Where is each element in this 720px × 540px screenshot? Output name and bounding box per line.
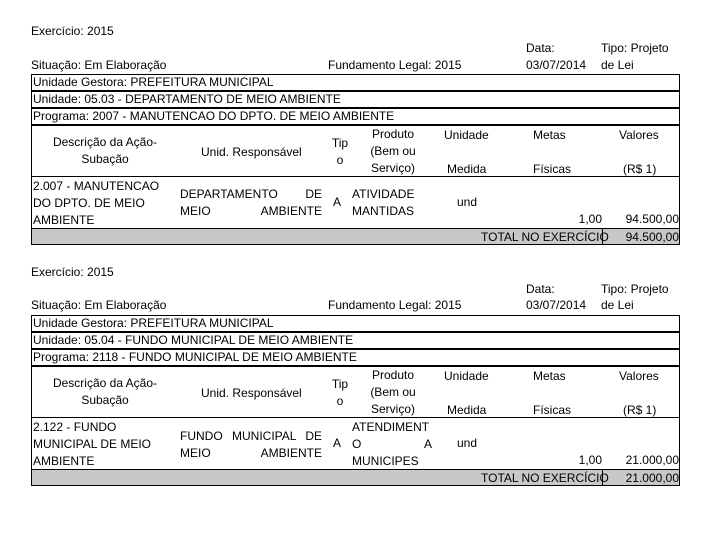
programa-row: Programa: 2118 - FUNDO MUNICIPAL DE MEIO AMBIENTE: [31, 349, 680, 366]
header-medida: Medida: [447, 162, 487, 176]
row-responsavel: DEPARTAMENTO DE MEIO AMBIENTE: [180, 187, 322, 218]
programa-row: Programa: 2007 - MANUTENCAO DO DPTO. DE MEIO AMBIENTE: [31, 108, 680, 125]
header-tipo: Tipo: [331, 136, 349, 167]
row-metas: 1,00: [578, 453, 602, 467]
tipo-value: de Lei: [601, 58, 634, 72]
header-fisicas: Físicas: [533, 162, 572, 176]
tipo-value: de Lei: [601, 298, 634, 312]
header-metas: Metas: [533, 369, 566, 383]
row-descricao: 2.007 - MANUTENCAO DO DPTO. DE MEIO AMBIENTE: [33, 179, 160, 227]
row-produto: ATIVIDADE MANTIDAS: [352, 187, 415, 218]
row-metas: 1,00: [578, 212, 602, 226]
data-value: 03/07/2014: [526, 58, 587, 72]
exercicio-label: Exercício: 2015: [31, 24, 114, 38]
header-descricao: Descrição da Ação-Subação: [52, 135, 158, 166]
row-responsavel: FUNDO MUNICIPAL DE MEIO AMBIENTE: [180, 429, 322, 460]
exercicio-label: Exercício: 2015: [31, 265, 114, 279]
row-produto: ATENDIMENT O A MUNICIPES: [352, 420, 432, 468]
fundamento-label: Fundamento Legal: 2015: [328, 58, 462, 72]
total-value: 94.500,00: [625, 230, 679, 244]
data-label: Data:: [526, 41, 555, 55]
unidade-gestora-row: Unidade Gestora: PREFEITURA MUNICIPAL: [31, 315, 680, 332]
fundamento-label: Fundamento Legal: 2015: [328, 298, 462, 312]
header-unidade: Unidade: [444, 369, 489, 383]
header-metas: Metas: [533, 128, 566, 142]
header-fisicas: Físicas: [533, 403, 572, 417]
unidade-row: Unidade: 05.03 - DEPARTAMENTO DE MEIO AMBIENTE: [31, 91, 680, 108]
header-descricao: Descrição da Ação-Subação: [52, 376, 158, 407]
situacao-label: Situação: Em Elaboração: [31, 298, 167, 312]
header-tipo: Tipo: [331, 377, 349, 408]
header-valores: Valores: [619, 369, 659, 383]
unidade-row: Unidade: 05.04 - FUNDO MUNICIPAL DE MEIO AMBIENTE: [31, 332, 680, 349]
tipo-label: Tipo: Projeto: [601, 41, 669, 55]
header-produto: Produto (Bem ou Serviço): [370, 127, 416, 175]
data-value: 03/07/2014: [526, 298, 587, 312]
row-unidade: und: [457, 195, 478, 209]
row-valor: 21.000,00: [625, 453, 679, 467]
situacao-label: Situação: Em Elaboração: [31, 58, 167, 72]
row-tipo: A: [333, 195, 342, 209]
total-label: TOTAL NO EXERCÍCIO: [481, 471, 609, 485]
header-unidade: Unidade: [444, 128, 489, 142]
header-responsavel: Unid. Responsável: [201, 386, 302, 400]
header-moeda: (R$ 1): [623, 162, 657, 176]
data-label: Data:: [526, 282, 555, 296]
total-value: 21.000,00: [625, 471, 679, 485]
row-unidade: und: [457, 436, 478, 450]
unidade-gestora-row: Unidade Gestora: PREFEITURA MUNICIPAL: [31, 74, 680, 91]
total-label: TOTAL NO EXERCÍCIO: [481, 230, 609, 244]
header-moeda: (R$ 1): [623, 403, 657, 417]
tipo-label: Tipo: Projeto: [601, 282, 669, 296]
row-descricao: 2.122 - FUNDO MUNICIPAL DE MEIO AMBIENTE: [33, 420, 152, 468]
header-valores: Valores: [619, 128, 659, 142]
header-produto: Produto (Bem ou Serviço): [370, 368, 416, 416]
header-responsavel: Unid. Responsável: [201, 145, 302, 159]
row-tipo: A: [333, 436, 342, 450]
row-valor: 94.500,00: [625, 212, 679, 226]
header-medida: Medida: [447, 403, 487, 417]
